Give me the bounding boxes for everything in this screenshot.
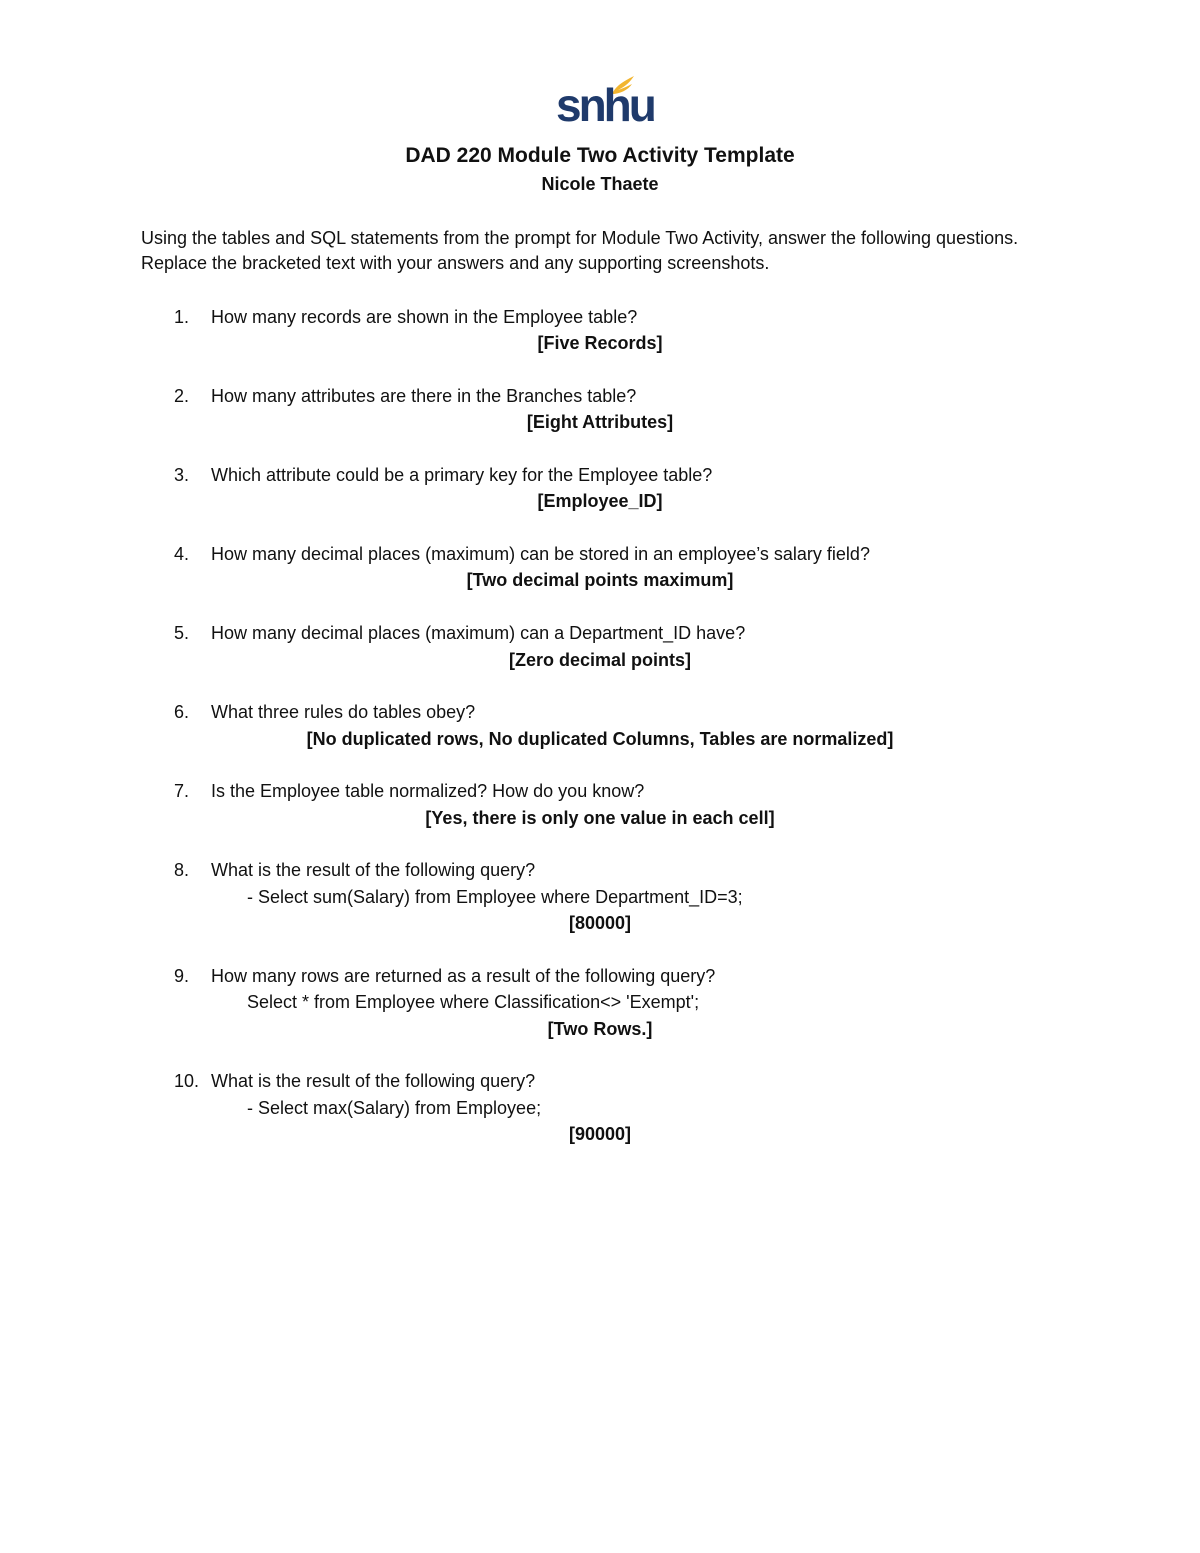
question-answer: [No duplicated rows, No duplicated Columns, Tables are normalized] [306,729,894,749]
question-text: Which attribute could be a primary key for the Employee table? [211,465,713,485]
question-text: What is the result of the following query? [211,1071,536,1091]
document-title: DAD 220 Module Two Activity Template [405,144,795,167]
question-number: 10. [174,1071,200,1091]
question-answer: [Employee_ID] [537,491,663,511]
question-number: 4. [174,544,190,564]
question-number: 7. [174,781,190,801]
logo-wordmark: snhu [556,79,654,131]
question-text: What is the result of the following query? [211,860,536,880]
question-answer: [Yes, there is only one value in each cell] [425,808,775,828]
question-text: How many decimal places (maximum) can a Department_ID have? [211,623,746,643]
author-name: Nicole Thaete [541,174,659,194]
question-text: How many decimal places (maximum) can be stored in an employee’s salary field? [211,544,870,564]
question-number: 8. [174,860,190,880]
intro-paragraph: Using the tables and SQL statements from the prompt for Module Two Activity, answer the following questions. Replace the bracketed text with your answers and any supporting screenshots. [141,228,1019,273]
question-text: How many attributes are there in the Branches table? [211,386,637,406]
question-answer: [Two decimal points maximum] [466,570,734,590]
question-text: What three rules do tables obey? [211,702,476,722]
question-answer: [Two Rows.] [547,1019,653,1039]
question-query: - Select sum(Salary) from Employee where Department_ID=3; [247,887,743,907]
question-answer: [Eight Attributes] [526,412,674,432]
question-number: 5. [174,623,190,643]
question-query: - Select max(Salary) from Employee; [247,1098,542,1118]
question-text: Is the Employee table normalized? How do you know? [211,781,645,801]
question-answer: [80000] [568,913,632,933]
question-number: 6. [174,702,190,722]
question-answer: [90000] [568,1124,632,1144]
question-number: 3. [174,465,190,485]
question-number: 2. [174,386,190,406]
question-answer: [Zero decimal points] [508,650,692,670]
question-answer: [Five Records] [537,333,663,353]
snhu-logo [552,72,654,134]
question-number: 9. [174,966,190,986]
question-text: How many records are shown in the Employee table? [211,307,638,327]
question-query: Select * from Employee where Classification<> 'Exempt'; [247,992,700,1012]
question-text: How many rows are returned as a result of the following query? [211,966,716,986]
question-number: 1. [174,307,190,327]
